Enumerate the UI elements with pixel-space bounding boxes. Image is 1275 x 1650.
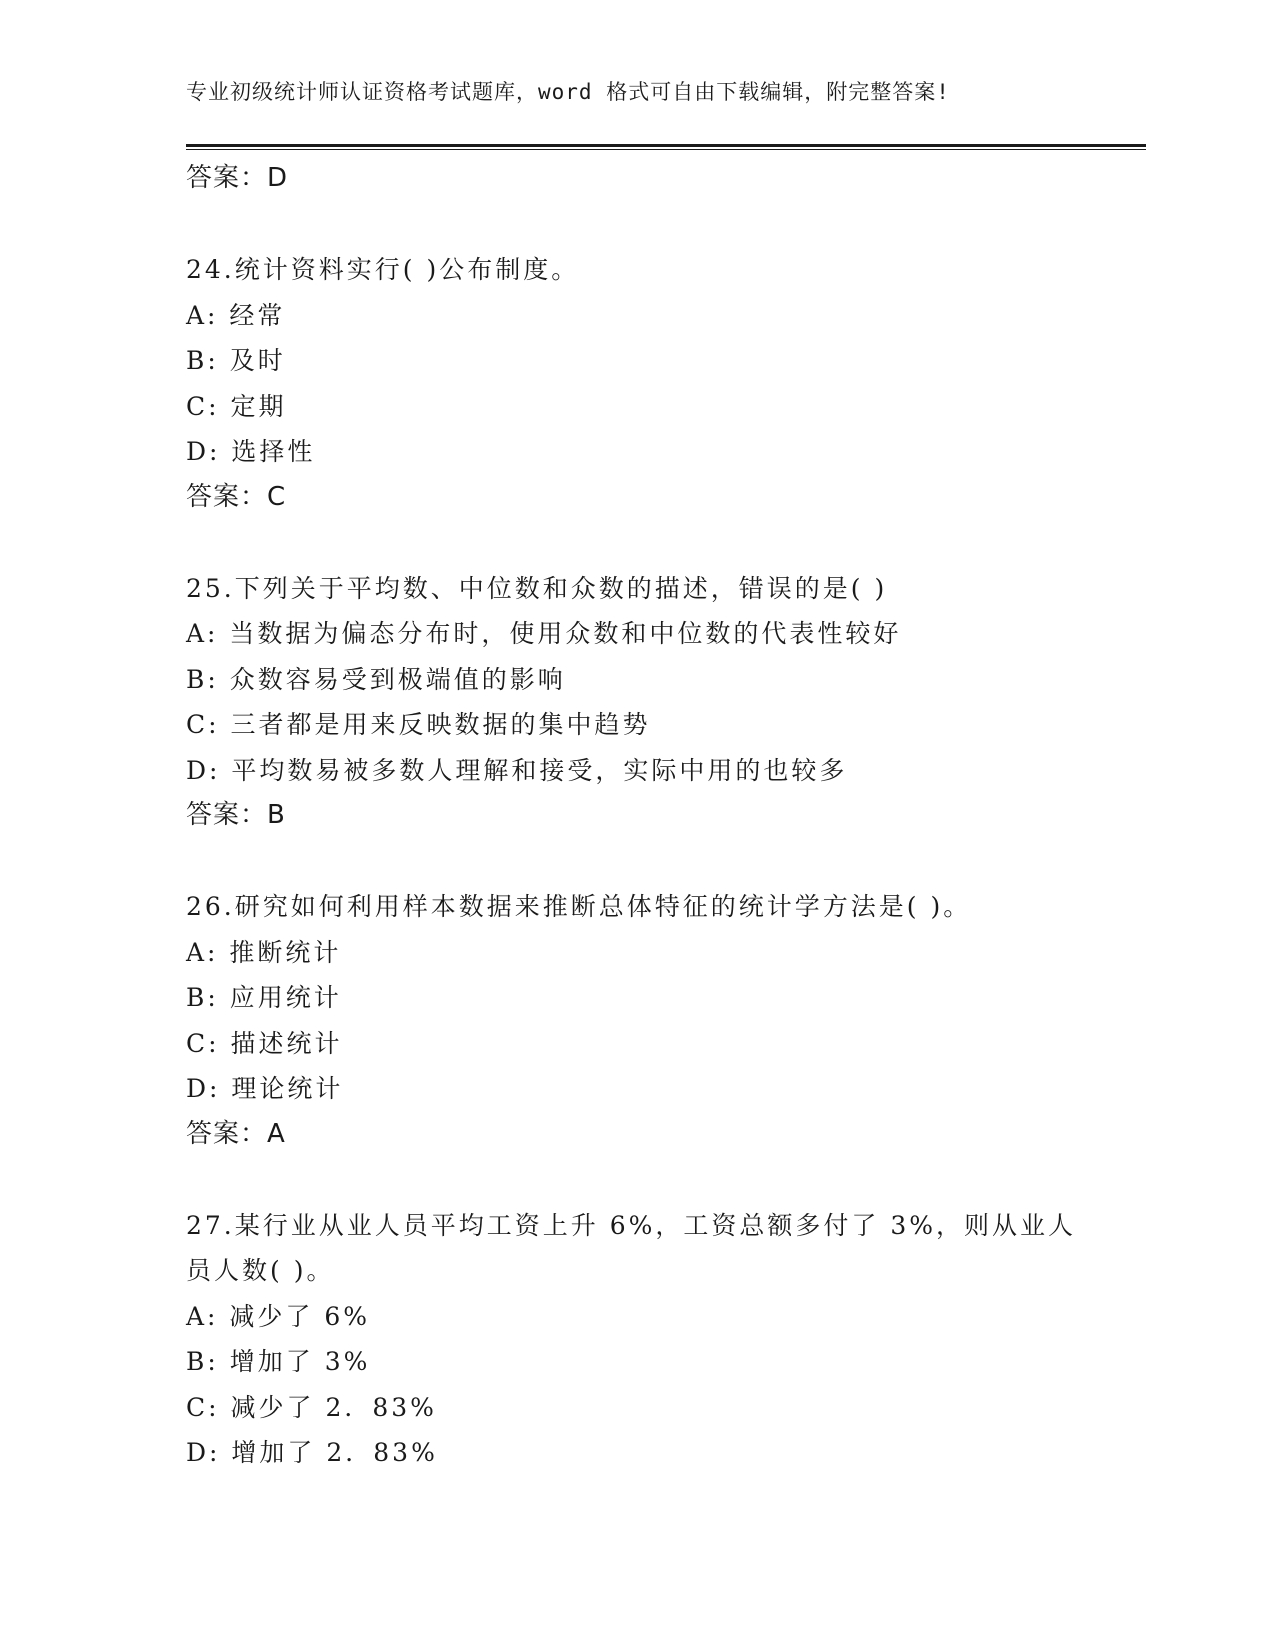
option-c: C: 描述统计 <box>186 1028 343 1058</box>
option-a: A: 当数据为偏态分布时，使用众数和中位数的代表性较好 <box>186 619 902 648</box>
question-block <box>186 247 1146 520</box>
question-stem: 24.统计资料实行( )公布制度。 <box>186 255 580 284</box>
option-d: D: 增加了 2．83% <box>186 1438 438 1467</box>
header-rule-thin <box>186 149 1146 150</box>
option-b: B: 众数容易受到极端值的影响 <box>186 664 566 694</box>
option-a: A: 推断统计 <box>186 937 342 967</box>
question-stem-line-1: 27.某行业从业人员平均工资上升 6%，工资总额多付了 3%，则从业人 <box>186 1210 1076 1240</box>
option-a: A: 减少了 6% <box>186 1301 371 1331</box>
option-d: D: 平均数易被多数人理解和接受，实际中用的也较多 <box>186 755 848 785</box>
option-b: B: 及时 <box>186 346 286 375</box>
option-d: D: 选择性 <box>186 437 316 466</box>
question-block <box>186 884 1146 1157</box>
option-d: D: 理论统计 <box>186 1074 344 1103</box>
question-stem: 25.下列关于平均数、中位数和众数的描述，错误的是( ) <box>186 573 888 603</box>
question-block <box>186 1203 1146 1476</box>
option-c: C: 定期 <box>186 391 287 421</box>
option-b: B: 增加了 3% <box>186 1347 371 1376</box>
spacer <box>186 839 1146 885</box>
answer-line: 答案：A <box>186 1118 286 1149</box>
spacer <box>186 1157 1146 1203</box>
page-header: 专业初级统计师认证资格考试题库，word 格式可自由下载编辑，附完整答案! <box>186 80 950 104</box>
answer-line: 答案：B <box>186 800 286 830</box>
option-a: A: 经常 <box>186 300 286 330</box>
answer-line: 答案：C <box>186 481 287 512</box>
spacer <box>186 520 1146 566</box>
spacer <box>186 202 1146 248</box>
question-stem: 26.研究如何利用样本数据来推断总体特征的统计学方法是( )。 <box>186 892 972 921</box>
answer-line: 答案：D <box>186 163 289 193</box>
question-block <box>186 566 1146 839</box>
option-c: C: 减少了 2．83% <box>186 1392 437 1422</box>
document-body <box>186 156 1146 1476</box>
question-stem-line-2: 员人数( )。 <box>186 1256 335 1285</box>
header-rule-thick <box>186 144 1146 147</box>
option-c: C: 三者都是用来反映数据的集中趋势 <box>186 710 651 739</box>
option-b: B: 应用统计 <box>186 983 342 1012</box>
